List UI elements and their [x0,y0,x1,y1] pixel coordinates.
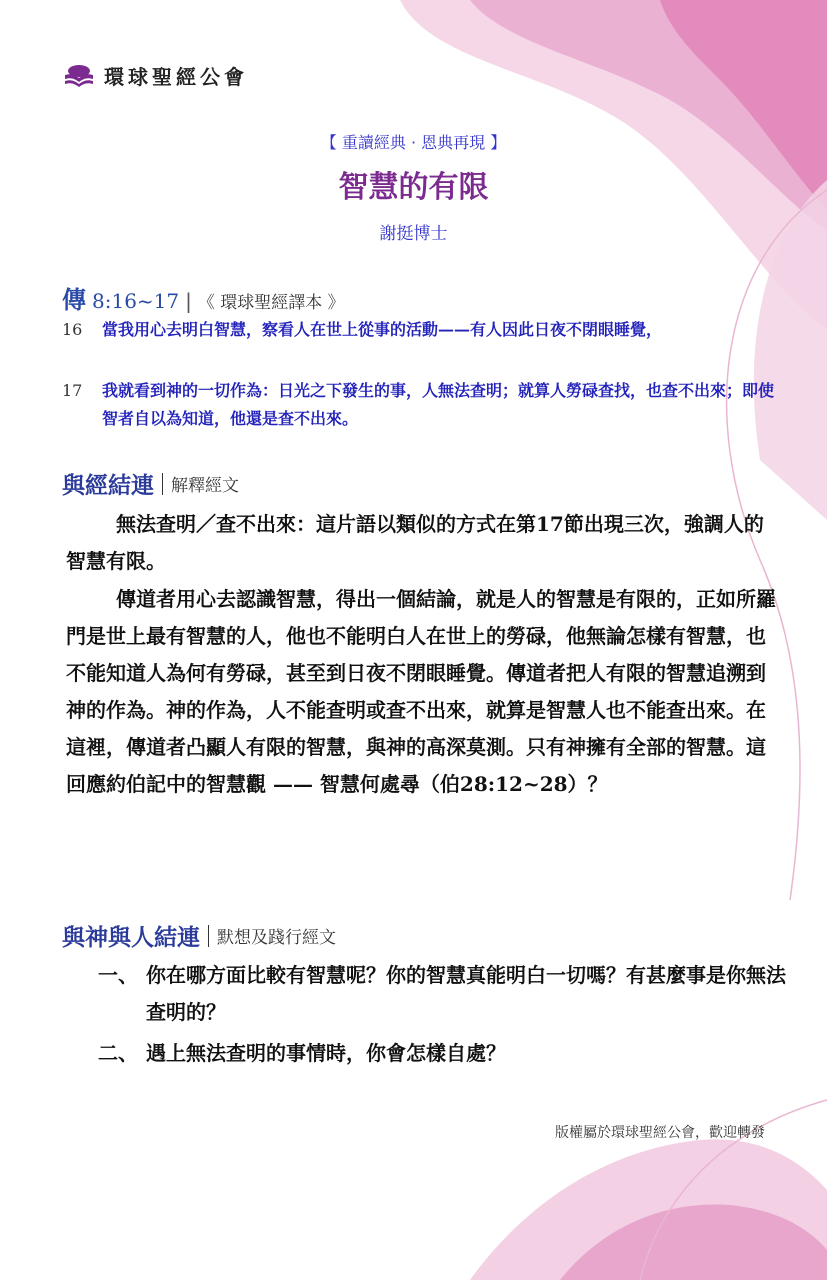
scripture-verses: 8:16~17 [92,289,180,313]
verse-17 [62,377,782,433]
page-title: 智慧的有限 [338,170,489,205]
series-label: 【 重讀經典 · 恩典再現 】 [320,133,507,152]
heading-divider [208,925,209,947]
reflection-question [98,957,788,1031]
explanation-paragraph: 傳道者用心去認識智慧，得出一個結論，就是人的智慧是有限的，正如所羅門是世上最有智慧的人，他也不能明白人在世上的勞碌，他無論怎樣有智慧，也不能知道人為何有勞碌，甚至到日夜不閉眼睡覺。傳道者把人有限的智慧追溯到神的作為。神的作為，人不能查明或查不出來，就算是智慧人也不能查出來。在這裡，傳道者凸顯人有限的智慧，與神的高深莫測。只有神擁有全部的智慧。這回應約伯記中的智慧觀 —— 智慧何處尋（伯28:12~28）？ [66,587,776,796]
verse-number: 16 [62,320,83,339]
question-text: 你在哪方面比較有智慧呢？你的智慧真能明白一切嗎？有甚麼事是你無法查明的？ [146,963,786,1024]
verse-number: 17 [62,381,83,400]
explanation-paragraph: 無法查明／查不出來：這片語以類似的方式在第17節出現三次，強調人的智慧有限。 [66,512,764,573]
verse-16 [62,316,782,344]
reflection-question [98,1035,788,1072]
section-subtitle: 解釋經文 [171,476,239,496]
copyright-notice: 版權屬於環球聖經公會，歡迎轉發 [555,1125,765,1141]
heading-divider [162,473,163,495]
section-heading-explain [62,467,239,500]
verse-text: 當我用心去明白智慧，察看人在世上從事的活動——有人因此日夜不閉眼睡覺， [102,320,663,339]
scripture-version: 《 環球聖經譯本 》 [197,293,345,313]
reference-separator: | [185,289,192,313]
question-number: 二、 [98,1041,138,1065]
scripture-reference [62,280,345,315]
bible-logo-icon [62,63,96,89]
section-title: 與經結連 [62,472,154,499]
section-title: 與神與人結連 [62,924,200,951]
org-logo [62,61,248,90]
scripture-book: 傳 [62,285,86,314]
verse-text: 我就看到神的一切作為：日光之下發生的事，人無法查明；就算人勞碌查找，也查不出來；即使智者自以為知道，他還是查不出來。 [102,381,775,428]
question-number: 一、 [98,963,138,987]
section-subtitle: 默想及踐行經文 [217,928,336,948]
question-text: 遇上無法查明的事情時，你會怎樣自處？ [146,1041,506,1065]
org-name: 環球聖經公會 [104,65,248,89]
section-heading-reflect [62,919,336,952]
author: 謝挺博士 [379,224,448,244]
